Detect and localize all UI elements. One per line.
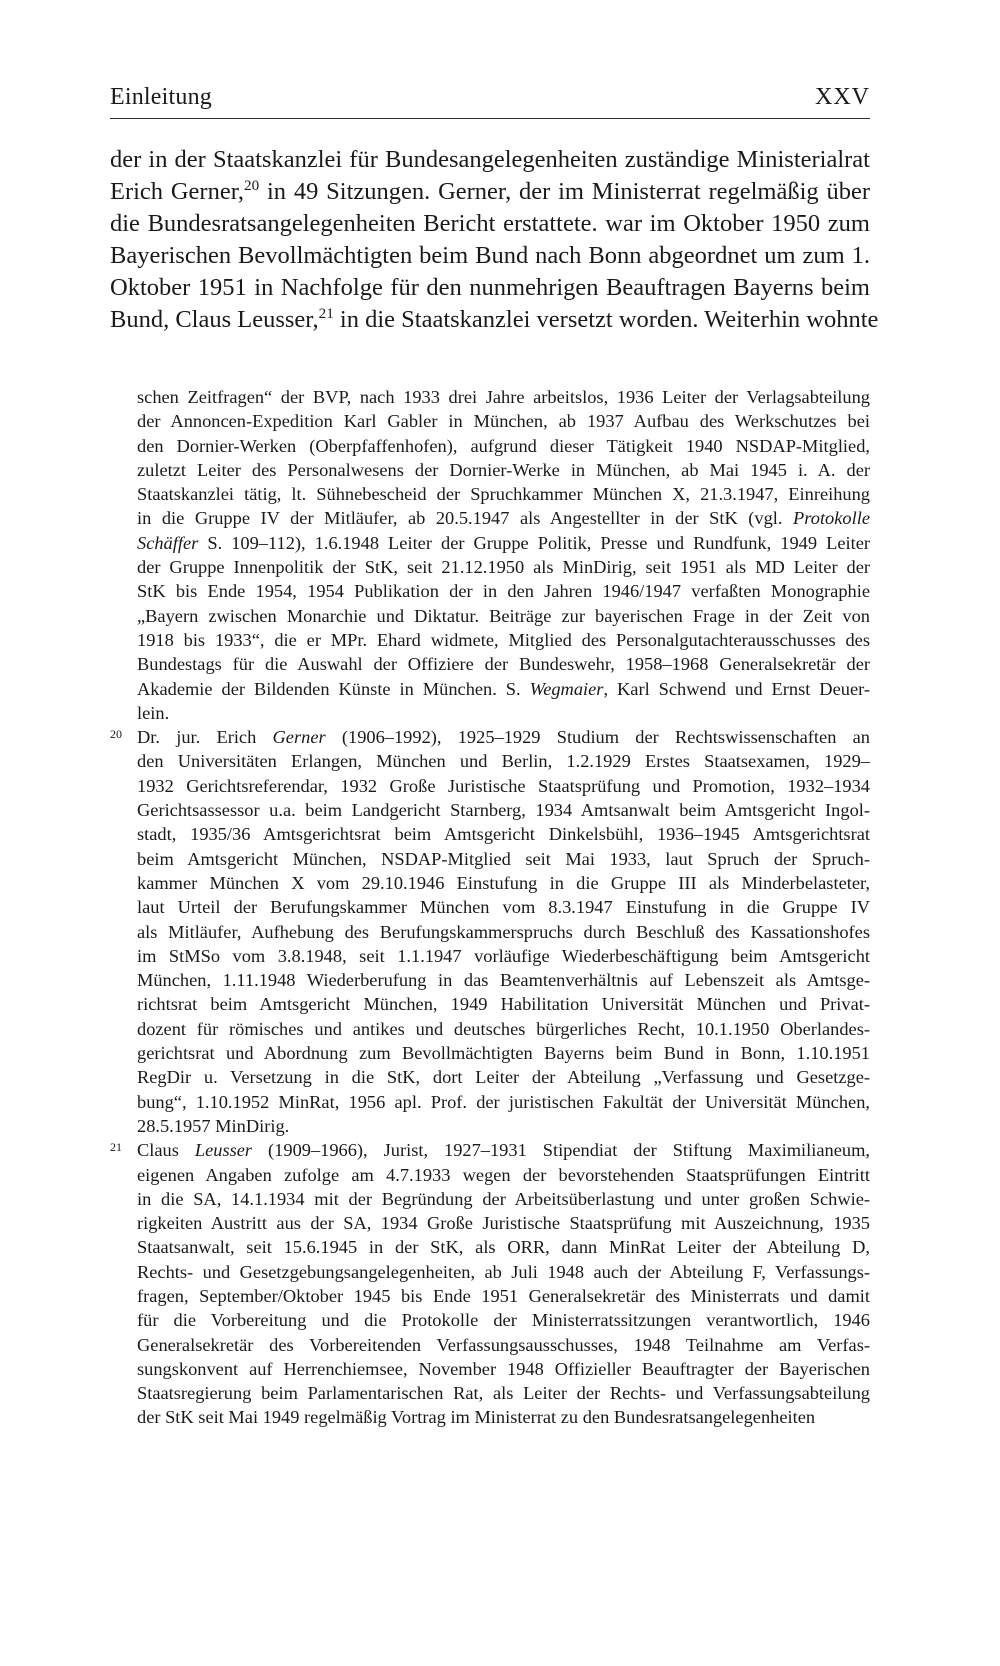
running-header (110, 82, 870, 119)
footnote (110, 725, 870, 1138)
footnote-text: in die Gruppe IV der Mitläufer, ab 20.5.1947 als Angestellter in der StK (vgl. (137, 508, 794, 529)
footnote-line (137, 579, 870, 603)
footnote-text: bung“, 1.10.1952 MinRat, 1956 apl. Prof. der juristischen Fakultät der Universität München, (137, 1091, 870, 1112)
footnote-text: Staatsregierung beim Parlamentarischen Rat, als Leiter der Rechts- und Verfassungsabteilung (137, 1383, 870, 1404)
footnote-line (137, 1090, 870, 1114)
footnote-line (137, 1163, 870, 1187)
footnote-line (137, 944, 870, 968)
footnote-line (137, 1017, 870, 1041)
footnote-line (137, 1260, 870, 1284)
footnote-text: richtsrat beim Amtsgericht München, 1949 Habilitation Universität München und Privat- (137, 994, 870, 1015)
footnote-text: sungskonvent auf Herrenchiemsee, November 1948 Offizieller Beauftragter der Bayerischen (137, 1358, 870, 1379)
footnote (110, 1138, 870, 1430)
footnote-text: (1906–1992), 1925–1929 Studium der Rechtswissenschaften an (325, 727, 870, 748)
footnote-text: kammer München X vom 29.10.1946 Einstufung in die Gruppe III als Minderbelasteter, (137, 872, 870, 893)
footnote-line (137, 847, 870, 871)
footnote-line (137, 1308, 870, 1332)
italic-reference: Gerner (272, 727, 326, 748)
footnote-text: Dr. jur. Erich (137, 727, 273, 748)
footnote-line (137, 1114, 870, 1138)
footnote-text: lein. (137, 702, 170, 723)
footnote-line (137, 725, 870, 749)
footnote-text: rigkeiten Austritt aus der SA, 1934 Große Juristische Staatsprüfung mit Auszeichnung, 1935 (137, 1213, 870, 1234)
footnote-text: gerichtsrat und Abordnung zum Bevollmächtigten Bayerns beim Bund in Bonn, 1.10.1951 (137, 1043, 870, 1064)
footnote-line (137, 506, 870, 530)
line-text: in 49 Sitzungen. Gerner, der im Ministerrat regelmäßig über (259, 178, 870, 205)
footnote-text: , Karl Schwend und Ernst Deuer- (603, 678, 870, 699)
italic-reference: Protokolle (793, 508, 870, 529)
footnote-line (137, 871, 870, 895)
footnote-line (137, 1138, 870, 1162)
footnote-line (137, 555, 870, 579)
footnote-text: für die Vorbereitung und die Protokolle der Ministerratssitzungen verantwortlich, 1946 (137, 1310, 870, 1331)
page-number: XXV (815, 84, 870, 110)
footnote-text: in die SA, 14.1.1934 mit der Begründung der Arbeitsüberlastung und unter großen Schwie- (137, 1188, 870, 1209)
footnote-number: 21 (110, 1140, 122, 1155)
footnote-line (137, 701, 870, 725)
line-text: Bayerischen Bevollmächtigten beim Bund nach Bonn abgeordnet um zum 1. (110, 242, 870, 269)
footnote-line (137, 1187, 870, 1211)
footnote-text: Akademie der Bildenden Künste in München. S. (137, 678, 530, 699)
footnote-line (137, 920, 870, 944)
footnote-text: dozent für römisches und antikes und deutsches bürgerliches Recht, 10.1.1950 Oberlandes- (137, 1018, 870, 1039)
footnote-text: zuletzt Leiter des Personalwesens der Dornier-Werke in München, ab Mai 1945 i. A. der (137, 459, 870, 480)
main-text-line (110, 144, 870, 176)
footnote-line (137, 1041, 870, 1065)
footnote-line (137, 968, 870, 992)
footnote-reference[interactable]: 21 (318, 304, 334, 322)
section-title: Einleitung (110, 84, 212, 110)
footnote-text: StK bis Ende 1954, 1954 Publikation der in den Jahren 1946/1947 verfaßten Monographie (137, 581, 870, 602)
italic-reference: Schäffer (137, 532, 199, 553)
footnote-text: der StK seit Mai 1949 regelmäßig Vortrag im Ministerrat zu den Bundesratsangelegenheiten (137, 1407, 816, 1428)
footnote-line (137, 1405, 870, 1429)
footnote-text: 28.5.1957 MinDirig. (137, 1115, 290, 1136)
footnote-text: S. 109–112), 1.6.1948 Leiter der Gruppe Politik, Presse und Rundfunk, 1949 Leiter (198, 532, 870, 553)
main-text-line (110, 176, 870, 208)
line-text: der in der Staatskanzlei für Bundesangelegenheiten zuständige Ministerialrat (110, 146, 870, 173)
footnote-number: 20 (110, 727, 122, 742)
main-text-line (110, 304, 879, 336)
footnote-line (137, 822, 870, 846)
footnote-text: stadt, 1935/36 Amtsgerichtsrat beim Amtsgericht Dinkelsbühl, 1936–1945 Amtsgerichtsrat (137, 824, 870, 845)
footnote-text: „Bayern zwischen Monarchie und Diktatur. Beiträge zur bayerischen Frage in der Zeit von (137, 605, 870, 626)
footnote-line (137, 774, 870, 798)
line-text: Erich Gerner, (110, 178, 245, 205)
footnote-text: Staatsanwalt, seit 15.6.1945 in der StK, als ORR, dann MinRat Leiter der Abteilung D, (137, 1237, 870, 1258)
footnote-text: 1918 bis 1933“, die er MPr. Ehard widmete, Mitglied des Personalgutachterausschusses des (137, 629, 870, 650)
line-text: in die Staatskanzlei versetzt worden. Weiterhin wohnte (333, 306, 879, 333)
footnote-line (137, 385, 870, 409)
footnote-line (137, 1235, 870, 1259)
footnote-line (137, 458, 870, 482)
footnote-line (137, 1333, 870, 1357)
footnote-text: (1909–1966), Jurist, 1927–1931 Stipendiat der Stiftung Maximilianeum, (252, 1140, 870, 1161)
footnote-text: als Mitläufer, Aufhebung des Berufungskammerspruchs durch Beschluß des Kassationshofes (137, 921, 870, 942)
footnote-line (137, 652, 870, 676)
footnote-line (137, 798, 870, 822)
footnote-text: Bundestags für die Auswahl der Offiziere der Bundeswehr, 1958–1968 Generalsekretär der (137, 654, 870, 675)
footnote-line (137, 1284, 870, 1308)
line-text: die Bundesratsangelegenheiten Bericht erstattete. war im Oktober 1950 zum (110, 210, 870, 237)
footnote-text: RegDir u. Versetzung in die StK, dort Leiter der Abteilung „Verfassung und Gesetzge- (137, 1067, 870, 1088)
footnote-line (137, 434, 870, 458)
footnote-text: der Gruppe Innenpolitik der StK, seit 21.12.1950 als MinDirig, seit 1951 als MD Leiter der (137, 557, 870, 578)
footnote-text: schen Zeitfragen“ der BVP, nach 1933 drei Jahre arbeitslos, 1936 Leiter der Verlagsabteilung (137, 387, 870, 407)
footnote-text: beim Amtsgericht München, NSDAP-Mitglied seit Mai 1933, laut Spruch der Spruch- (137, 848, 870, 869)
footnotes-block (110, 385, 870, 1430)
footnote-line (137, 604, 870, 628)
footnote-line (137, 1065, 870, 1089)
footnote-text: Generalsekretär des Vorbereitenden Verfassungsausschusses, 1948 Teilnahme am Verfas- (137, 1334, 870, 1355)
line-text: Oktober 1951 in Nachfolge für den nunmehrigen Beauftragen Bayerns beim (110, 274, 870, 301)
line-text: Bund, Claus Leusser, (110, 306, 319, 333)
footnote-reference[interactable]: 20 (244, 176, 260, 194)
footnote-text: Gerichtsassessor u.a. beim Landgericht Starnberg, 1934 Amtsanwalt beim Amtsgericht Ingol- (137, 800, 870, 821)
footnote-text: laut Urteil der Berufungskammer München vom 8.3.1947 Einstufung in die Gruppe IV (137, 897, 870, 918)
footnote-text: Rechts- und Gesetzgebungsangelegenheiten, ab Juli 1948 auch der Abteilung F, Verfassungs- (137, 1261, 870, 1282)
footnote-line (137, 1357, 870, 1381)
italic-reference: Leusser (194, 1140, 253, 1161)
footnote-text: der Annoncen-Expedition Karl Gabler in München, ab 1937 Aufbau des Werkschutzes bei (137, 411, 870, 432)
footnote-line (137, 1211, 870, 1235)
footnote-text: den Universitäten Erlangen, München und Berlin, 1.2.1929 Erstes Staatsexamen, 1929– (137, 751, 870, 772)
footnote-text: München, 1.11.1948 Wiederberufung in das Beamtenverhältnis auf Lebenszeit als Amtsge- (137, 970, 870, 991)
footnote-line (137, 749, 870, 773)
footnote-text: fragen, September/Oktober 1945 bis Ende 1951 Generalsekretär des Ministerrats und damit (137, 1285, 870, 1306)
footnote-text: Claus (137, 1140, 195, 1161)
footnote (110, 385, 870, 725)
footnote-line (137, 482, 870, 506)
main-text-line (110, 208, 870, 240)
footnote-line (137, 409, 870, 433)
footnote-text: 1932 Gerichtsreferendar, 1932 Große Juristische Staatsprüfung und Promotion, 1932–1934 (137, 775, 870, 796)
italic-reference: Wegmaier (529, 678, 604, 699)
footnote-line (137, 895, 870, 919)
footnote-line (137, 677, 870, 701)
footnote-text: im StMSo vom 3.8.1948, seit 1.1.1947 vorläufige Wiederbeschäftigung beim Amtsgericht (137, 945, 870, 966)
footnote-text: den Dornier-Werken (Oberpfaffenhofen), aufgrund dieser Tätigkeit 1940 NSDAP-Mitglied, (137, 435, 870, 456)
footnote-line (137, 1381, 870, 1405)
main-text-line (110, 272, 870, 304)
footnote-text: eigenen Angaben zufolge am 4.7.1933 wegen der bevorstehenden Staatsprüfungen Eintritt (137, 1164, 870, 1185)
footnote-line (137, 628, 870, 652)
footnote-text: Staatskanzlei tätig, lt. Sühnebescheid der Spruchkammer München X, 21.3.1947, Einreihung (137, 484, 870, 505)
main-text-block (110, 144, 879, 336)
footnote-line (137, 531, 870, 555)
main-text-line (110, 240, 870, 272)
footnote-line (137, 992, 870, 1016)
